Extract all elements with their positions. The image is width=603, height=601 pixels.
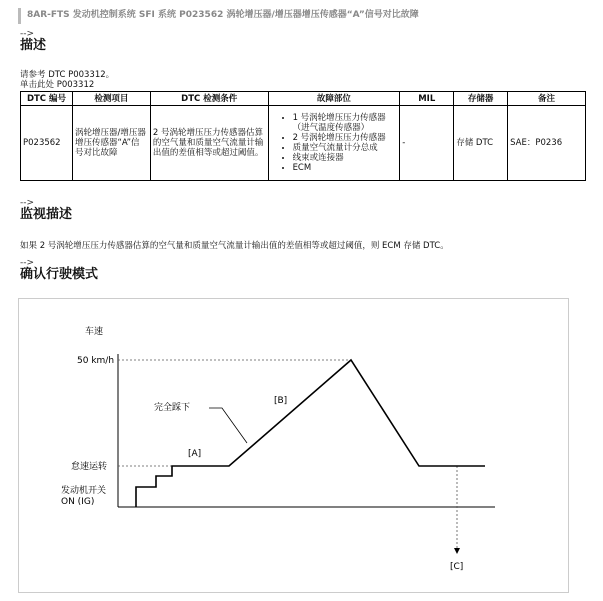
cell-detection-condition: 2 号涡轮增压压力传感器估算的空气量和质量空气流量计输出值的差值相等或超过阈值。 xyxy=(150,106,268,181)
speed-label: 50 km/h xyxy=(77,356,115,366)
full-throttle-label: 完全踩下 xyxy=(154,403,191,413)
reference-text: 请参考 DTC P003312。 xyxy=(20,70,115,80)
cell-detection-item: 涡轮增压器/增压器增压传感器“A”信号对比故障 xyxy=(72,106,150,181)
drive-pattern-diagram xyxy=(19,299,568,592)
list-item: • ECM xyxy=(293,163,398,173)
reference-link[interactable]: P003312 xyxy=(56,80,95,90)
description-heading: 描述 xyxy=(20,38,47,53)
cell-note: SAE：P0236 xyxy=(508,106,586,181)
y-axis-title: 车速 xyxy=(85,327,104,337)
list-item: • 质量空气流量计分总成 xyxy=(293,143,398,153)
dtc-table xyxy=(20,91,586,181)
list-item: • 1 号涡轮增压压力传感器（进气温度传感器） xyxy=(293,113,398,133)
confirm-heading: 确认行驶模式 xyxy=(20,267,99,282)
ig-label-line2: ON (IG) xyxy=(61,497,95,507)
header-detection-condition: DTC 检测条件 xyxy=(150,92,268,106)
header-note: 备注 xyxy=(508,92,586,106)
label-c: [C] xyxy=(450,562,464,572)
section-marker: --> xyxy=(20,29,35,39)
point-c-arrow-icon xyxy=(454,548,460,554)
reference-link-line xyxy=(20,80,94,90)
full-throttle-leader xyxy=(209,408,247,443)
table-row xyxy=(21,106,586,181)
speed-profile-line xyxy=(136,360,485,507)
header-mil: MIL xyxy=(400,92,454,106)
ig-label-line1: 发动机开关 xyxy=(61,486,107,496)
header-memory: 存储器 xyxy=(454,92,508,106)
list-item: • 线束或连接器 xyxy=(293,153,398,163)
section-marker: --> xyxy=(20,198,35,208)
idle-label: 怠速运转 xyxy=(71,462,108,472)
label-b: [B] xyxy=(274,396,288,406)
header-trouble-area: 故障部位 xyxy=(268,92,400,106)
drive-pattern-diagram-frame xyxy=(18,298,569,593)
cell-dtc-code: P023562 xyxy=(21,106,73,181)
header-dtc-code: DTC 编号 xyxy=(21,92,73,106)
trouble-area-list xyxy=(271,113,398,173)
monitor-text: 如果 2 号涡轮增压压力传感器估算的空气量和质量空气流量计输出值的差值相等或超过阈值，则 ECM 存储 DTC。 xyxy=(20,241,449,251)
monitor-heading: 监视描述 xyxy=(20,207,73,222)
table-header-row xyxy=(21,92,586,106)
cell-mil: - xyxy=(400,106,454,181)
cell-trouble-area xyxy=(268,106,400,181)
page-header: 8AR-FTS 发动机控制系统 SFI 系统 P023562 涡轮增压器/增压器增压传感器“A”信号对比故障 xyxy=(18,8,588,24)
header-detection-item: 检测项目 xyxy=(72,92,150,106)
label-a: [A] xyxy=(188,449,202,459)
cell-memory: 存储 DTC xyxy=(454,106,508,181)
section-marker: --> xyxy=(20,258,35,268)
reference-link-prefix: 单击此处 xyxy=(20,80,57,90)
list-item: • 2 号涡轮增压压力传感器 xyxy=(293,133,398,143)
